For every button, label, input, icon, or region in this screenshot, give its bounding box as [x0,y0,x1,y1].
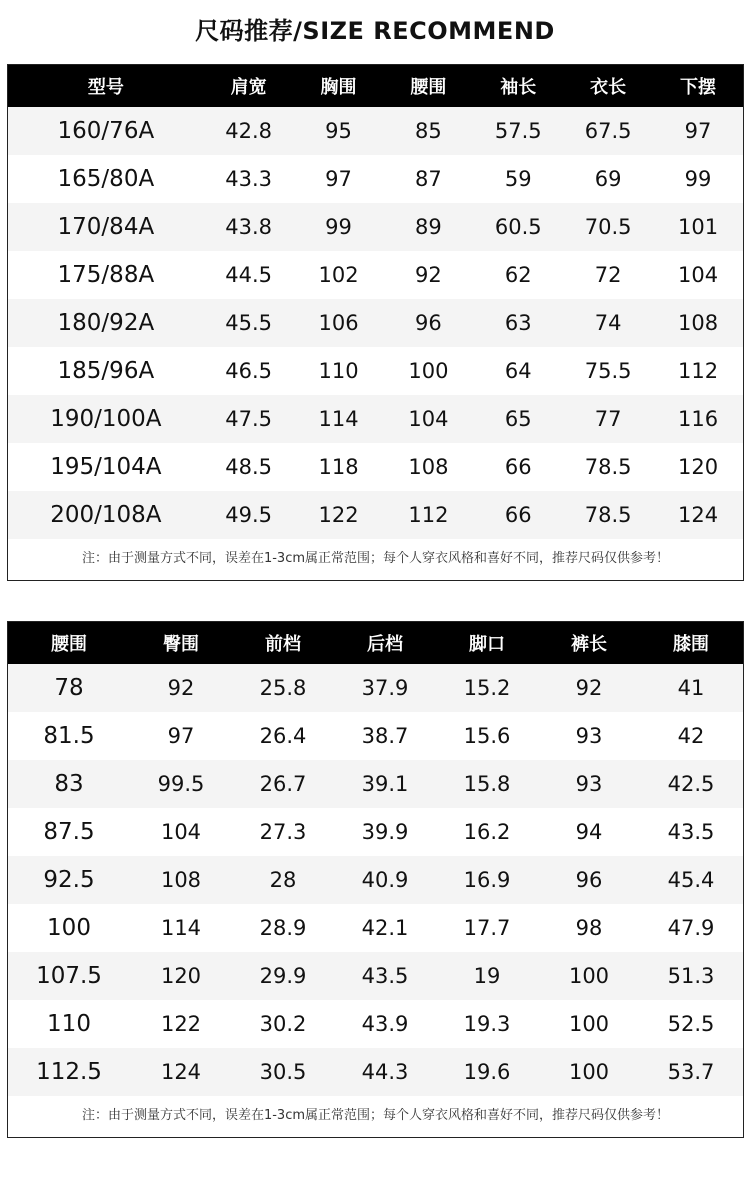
table-cell: 75.5 [584,359,632,383]
table-cell: 45.5 [225,311,273,335]
table-cell: 43.3 [225,167,273,191]
table-row [8,1000,743,1048]
table-cell: 106 [318,311,359,335]
table-cell: 15.8 [463,772,511,796]
table-cell: 47.5 [225,407,273,431]
table-cell: 38.7 [361,724,409,748]
row-label-cell: 195/104A [50,454,162,480]
table-cell: 74 [594,311,622,335]
table-row [8,155,743,203]
table-cell: 19 [473,964,501,988]
table-row [8,443,743,491]
table-cell: 28 [269,868,297,892]
table-cell: 112 [678,359,719,383]
table-row [8,760,743,808]
header-cell: 脚口 [469,634,505,655]
table-cell: 78.5 [584,455,632,479]
table-cell: 110 [318,359,359,383]
table-cell: 92 [415,263,442,287]
row-label-cell: 112.5 [36,1059,102,1085]
table-cell: 27.3 [259,820,307,844]
top-size-table [7,64,744,581]
table-row [8,1048,743,1096]
table-cell: 19.3 [463,1012,511,1036]
table-cell: 48.5 [225,455,273,479]
row-label-cell: 81.5 [43,723,95,749]
row-label-cell: 175/88A [57,262,155,288]
header-cell: 膝围 [673,634,709,655]
table-cell: 99.5 [157,772,205,796]
table-cell: 92 [575,676,603,700]
row-label-cell: 160/76A [57,118,155,144]
table-cell: 122 [160,1012,202,1036]
row-label-cell: 165/80A [57,166,155,192]
header-cell: 型号 [87,77,124,98]
table-cell: 93 [575,772,603,796]
table-cell: 66 [504,455,532,479]
table-cell: 97 [167,724,195,748]
header-cell: 衣长 [590,77,627,98]
table-cell: 108 [408,455,449,479]
table-cell: 124 [160,1060,202,1084]
table-row [8,107,743,155]
row-label-cell: 92.5 [43,867,95,893]
header-cell: 袖长 [500,77,537,98]
table-cell: 108 [160,868,202,892]
table-cell: 43.9 [361,1012,409,1036]
table-row [8,251,743,299]
table-cell: 97 [325,167,352,191]
header-cell: 臀围 [163,634,199,655]
table-cell: 122 [318,503,359,527]
table-cell: 112 [408,503,449,527]
table-cell: 64 [504,359,532,383]
table-row [8,856,743,904]
header-cell: 腰围 [410,77,447,98]
table-row [8,203,743,251]
table-cell: 102 [318,263,359,287]
table-cell: 42.1 [361,916,409,940]
table-cell: 98 [575,916,603,940]
table-cell: 65 [504,407,532,431]
row-label-cell: 110 [47,1011,91,1037]
table-cell: 87 [415,167,442,191]
table-cell: 44.3 [361,1060,409,1084]
table-cell: 60.5 [494,215,542,239]
table-row [8,904,743,952]
table-cell: 25.8 [259,676,307,700]
table-cell: 53.7 [667,1060,715,1084]
row-label-cell: 107.5 [36,963,102,989]
table-cell: 120 [160,964,202,988]
table-cell: 39.9 [361,820,409,844]
table-row [8,347,743,395]
row-label-cell: 100 [47,915,91,941]
table-header [8,622,743,664]
table-cell: 30.2 [259,1012,307,1036]
table-cell: 89 [415,215,442,239]
table-cell: 52.5 [667,1012,715,1036]
table-cell: 104 [408,407,449,431]
table-row [8,952,743,1000]
header-cell: 前档 [265,634,301,655]
table-cell: 66 [504,503,532,527]
table-header [8,65,743,107]
table-note: 注：由于测量方式不同，误差在1-3cm属正常范围；每个人穿衣风格和喜好不同，推荐尺码仅供参考！ [81,1108,670,1123]
table-cell: 29.9 [259,964,307,988]
header-cell: 腰围 [51,634,87,655]
table-cell: 120 [678,455,719,479]
table-cell: 37.9 [361,676,409,700]
table-cell: 96 [415,311,442,335]
row-label-cell: 190/100A [50,406,162,432]
table-cell: 108 [678,311,719,335]
table-cell: 49.5 [225,503,273,527]
table-cell: 16.2 [463,820,511,844]
table-cell: 15.2 [463,676,511,700]
table-cell: 43.5 [361,964,409,988]
table-cell: 41 [677,676,705,700]
header-cell: 裤长 [571,634,607,655]
table-cell: 94 [575,820,603,844]
table-cell: 70.5 [584,215,632,239]
header-cell: 胸围 [320,77,357,98]
table-cell: 100 [568,1060,610,1084]
table-cell: 100 [568,1012,610,1036]
table-cell: 114 [160,916,202,940]
table-row [8,664,743,712]
table-cell: 42.5 [667,772,715,796]
table-cell: 28.9 [259,916,307,940]
table-note: 注：由于测量方式不同，误差在1-3cm属正常范围；每个人穿衣风格和喜好不同，推荐尺码仅供参考！ [81,551,670,566]
table-cell: 99 [684,167,712,191]
table-cell: 40.9 [361,868,409,892]
row-label-cell: 200/108A [50,502,162,528]
table-cell: 62 [504,263,532,287]
table-cell: 42 [677,724,705,748]
table-cell: 101 [678,215,719,239]
bottom-size-table [7,621,744,1138]
table-cell: 15.6 [463,724,511,748]
table-cell: 118 [318,455,359,479]
table-cell: 59 [504,167,532,191]
table-cell: 114 [318,407,359,431]
table-cell: 96 [575,868,603,892]
header-cell: 下摆 [680,77,717,98]
table-cell: 44.5 [225,263,273,287]
table-body [8,664,743,1096]
table-cell: 124 [678,503,719,527]
table-body [8,107,743,539]
table-cell: 72 [594,263,622,287]
row-label-cell: 180/92A [57,310,155,336]
table-cell: 26.7 [259,772,307,796]
row-label-cell: 170/84A [57,214,155,240]
row-label-cell: 185/96A [57,358,155,384]
table-row [8,491,743,539]
header-cell: 肩宽 [230,77,267,98]
table-cell: 78.5 [584,503,632,527]
table-cell: 26.4 [259,724,307,748]
table-cell: 16.9 [463,868,511,892]
page-title: 尺码推荐/SIZE RECOMMEND [195,17,555,45]
table-cell: 92 [167,676,195,700]
table-cell: 104 [678,263,719,287]
table-cell: 47.9 [667,916,715,940]
table-cell: 77 [594,407,622,431]
table-cell: 39.1 [361,772,409,796]
header-cell: 后档 [367,634,403,655]
table-cell: 45.4 [667,868,715,892]
table-row [8,299,743,347]
table-cell: 30.5 [259,1060,307,1084]
table-cell: 57.5 [494,119,542,143]
table-row [8,712,743,760]
table-cell: 69 [594,167,622,191]
table-cell: 99 [325,215,352,239]
table-cell: 67.5 [584,119,632,143]
row-label-cell: 83 [54,771,84,797]
table-cell: 46.5 [225,359,273,383]
table-cell: 116 [678,407,719,431]
table-cell: 97 [684,119,712,143]
table-row [8,395,743,443]
table-cell: 43.5 [667,820,715,844]
table-cell: 85 [415,119,442,143]
row-label-cell: 87.5 [43,819,95,845]
table-cell: 51.3 [667,964,715,988]
table-cell: 100 [408,359,449,383]
table-cell: 100 [568,964,610,988]
table-cell: 63 [504,311,532,335]
table-cell: 43.8 [225,215,273,239]
table-cell: 104 [160,820,202,844]
table-row [8,808,743,856]
table-cell: 19.6 [463,1060,511,1084]
row-label-cell: 78 [54,675,84,701]
table-cell: 95 [325,119,352,143]
table-cell: 42.8 [225,119,273,143]
table-cell: 17.7 [463,916,511,940]
table-cell: 93 [575,724,603,748]
